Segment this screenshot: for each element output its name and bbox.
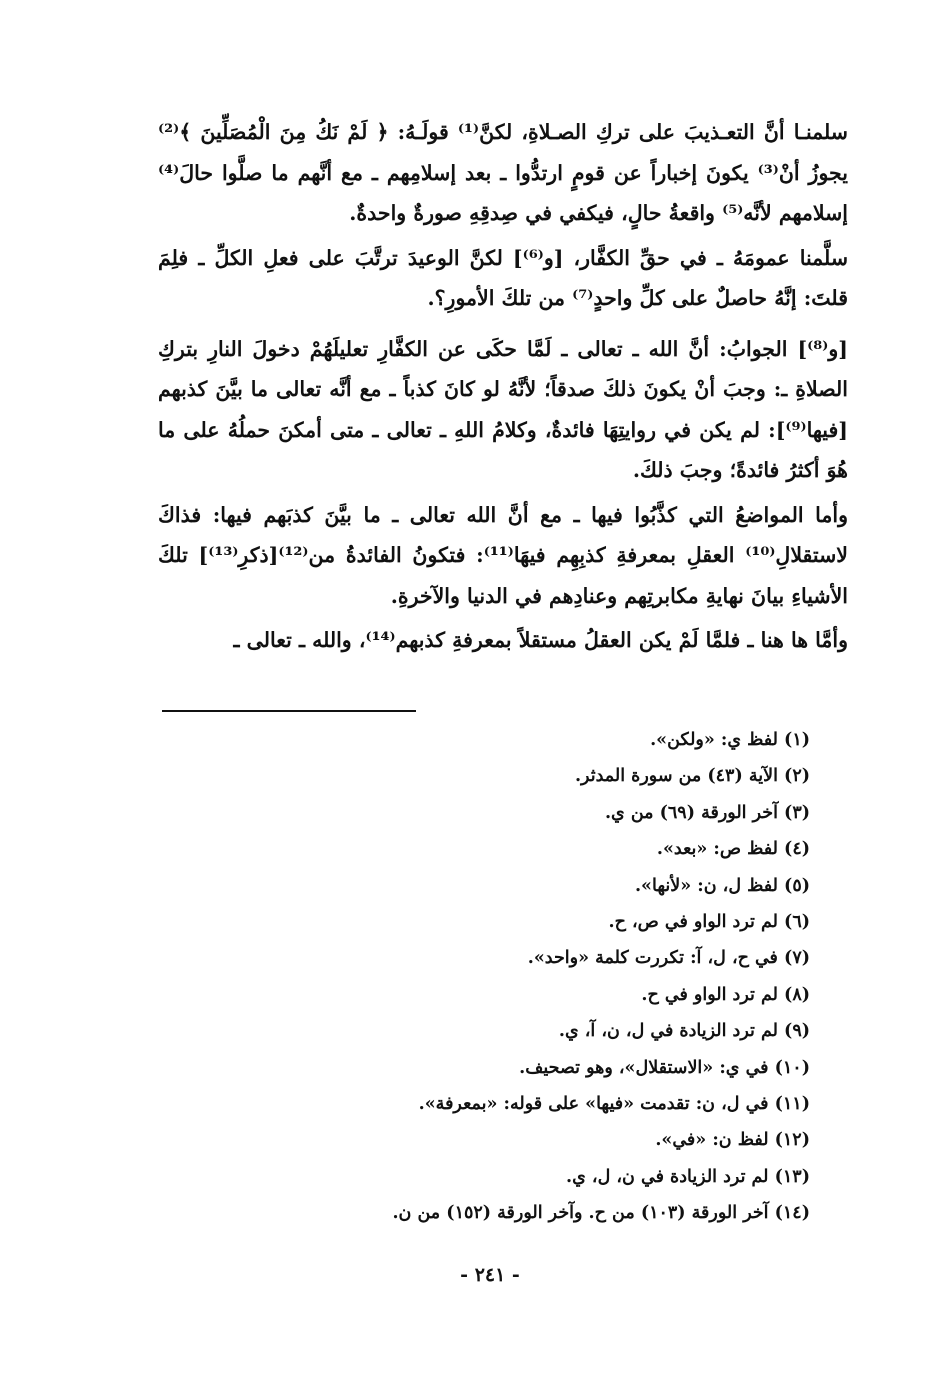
page-number: - ٢٤١ - <box>460 1264 520 1286</box>
footnote-10: (١٠) في ي: «الاستقلال»، وهو تصحيف. <box>519 1057 810 1078</box>
footnote-5: (٥) لفظ ل، ن: «لأنها». <box>634 875 810 896</box>
footnote-14: (١٤) آخر الورقة (١٠٣) من ح. وآخر الورقة (١٥٢) من ن. <box>392 1203 810 1224</box>
footnotes-list <box>158 722 810 1232</box>
main-text <box>158 112 848 661</box>
paragraph-4: وأما المواضعُ التي كذَّبُوا فيها ـ مع أنَّ الله تعالى ـ ما بيَّنَ كذبَهم فيها: فذاكَ لاستقلالِ⁽¹⁰⁾ العقلِ بمعرفةِ كذبِهِم فيهَا⁽¹¹⁾: فتكونُ الفائدةُ من⁽¹²⁾[ذكرِ⁽¹³⁾] تلكَ الأشياءِ بيانَ نهايةِ مكابرتِهم وعنادِهم في الدنيا والآخرةِ. <box>158 502 848 608</box>
paragraph-3: [و⁽⁸⁾] الجوابُ: أنَّ الله ـ تعالى ـ لَمَّا حكَى عن الكفَّارِ تعليلَهُمْ دخولَ النارِ بتركِ الصلاةِ ـ: وجبَ أنْ يكونَ ذلكَ صدقاً؛ لأنَّهُ لو كانَ كذباً ـ مع أنَّه تعالى ما بيَّنَ كذبهم [فيها⁽⁹⁾]: لم يكن في روايتِهَا فائدةٌ، وكلامُ اللهِ ـ تعالى ـ متى أمكنَ حملُهُ على ما هُوَ أكثرُ فائدةً؛ وجبَ ذلكَ. <box>158 336 848 482</box>
footnote-9: (٩) لم ترد الزيادة في ل، ن، آ، ي. <box>558 1021 810 1042</box>
paragraph-2: سلَّمنا عمومَهُ ـ في حقِّ الكفَّار، [و⁽⁶⁾] لكنَّ الوعيدَ ترتَّبَ على فعلِ الكلِّ ـ فلِمَ قلتَ: إنَّهُ حاصلٌ على كلِّ واحدٍ⁽⁷⁾ من تلكَ الأمورِ؟. <box>158 245 848 310</box>
paragraph-5: وأمَّا ها هنا ـ فلمَّا لَمْ يكن العقلُ مستقلاً بمعرفةِ كذبهم⁽¹⁴⁾، والله ـ تعالى ـ <box>233 628 848 652</box>
footnote-7: (٧) في ح، ل، آ: تكررت كلمة «واحد». <box>527 948 810 969</box>
footnote-3: (٣) آخر الورقة (٦٩) من ي. <box>604 802 810 823</box>
footnote-1: (١) لفظ ي: «ولكن». <box>650 730 810 750</box>
footnote-13: (١٣) لم ترد الزيادة في ن، ل، ي. <box>566 1166 810 1187</box>
footnote-6: (٦) لم ترد الواو في ص، ح. <box>608 912 810 933</box>
footnote-8: (٨) لم ترد الواو في ح. <box>641 984 810 1005</box>
footnote-11: (١١) في ل، ن: تقدمت «فيها» على قوله: «بمعرفة». <box>418 1094 810 1115</box>
footnote-divider <box>162 710 416 712</box>
paragraph-1: سلمنـا أنَّ التعـذيبَ على تركِ الصـلاةِ، لكنَّ⁽¹⁾ قولَـهُ: ﴿ لَمْ نَكُ مِنَ الْمُصَلِّينَ ﴾⁽²⁾ يجوزُ أنْ⁽³⁾ يكونَ إخباراً عن قومٍ ارتدُّوا ـ بعد إسلامِهم ـ مع أنَّهم ما صلَّوا حالَ⁽⁴⁾ إسلامهم لأنَّه⁽⁵⁾ واقعةُ حالٍ، فيكفي في صِدقِهِ صورةٌ واحدةٌ. <box>158 120 848 225</box>
footnote-4: (٤) لفظ ص: «بعد». <box>656 839 810 860</box>
footnote-2: (٢) الآية (٤٣) من سورة المدثر. <box>574 766 810 787</box>
footnote-12: (١٢) لفظ ن: «في». <box>655 1130 810 1151</box>
